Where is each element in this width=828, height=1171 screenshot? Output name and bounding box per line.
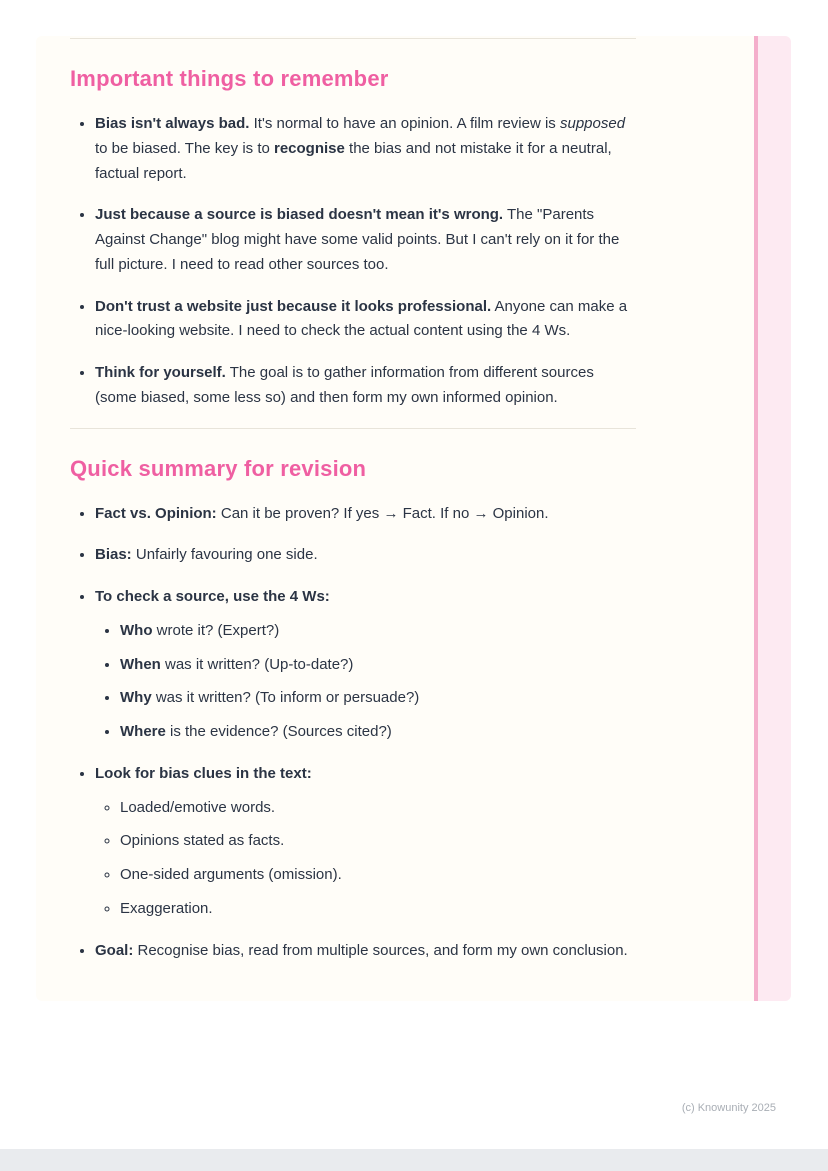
list-item (95, 762, 636, 922)
text-segment: Unfairly favouring one side. (131, 546, 318, 564)
list-item (95, 543, 636, 568)
list-item (95, 939, 636, 964)
text-segment: Recognise bias, read from multiple sources, and form my own conclusion. (133, 941, 628, 959)
sub-bullet-list (95, 619, 636, 745)
list-item (120, 619, 636, 644)
text-segment: to be biased. The key is to (95, 139, 274, 157)
text-segment: Anyone can make a nice-looking website. I need to check the actual content using the 4 Ws. (95, 297, 628, 340)
text-segment: Can it be proven? If yes → Fact. If no → Opinion. (216, 504, 549, 522)
list-item (95, 361, 636, 411)
footer-credit: (c) Knowunity 2025 (681, 1102, 776, 1114)
section-title: Important things to remember (70, 66, 389, 91)
bold-text: When (120, 655, 161, 673)
bold-text: Goal: (95, 941, 134, 959)
bold-text: Fact vs. Opinion: (95, 504, 217, 522)
text-segment: It's normal to have an opinion. A film review is (249, 115, 560, 132)
sub-bullet-list (95, 796, 636, 922)
bold-text: Don't trust a website just because it looks professional. (95, 297, 492, 315)
italic-text: supposed (559, 115, 626, 132)
list-item (95, 295, 636, 345)
section-title: Quick summary for revision (70, 455, 367, 481)
bold-text: Think for yourself. (95, 364, 226, 381)
section-divider (70, 38, 636, 39)
bold-text: Bias: (95, 546, 132, 564)
bold-text: recognise (274, 139, 345, 157)
text-segment: was it written? (To inform or persuade?) (151, 689, 420, 707)
bold-text: Look for bias clues in the text: (95, 764, 312, 782)
text-segment: was it written? (Up-to-date?) (160, 655, 354, 673)
list-item (120, 897, 636, 922)
page-edge-line (754, 36, 758, 1001)
list-item (120, 863, 636, 888)
bold-text: Just because a source is biased doesn't mean it's wrong. (95, 206, 504, 224)
bold-text: Who (120, 621, 153, 639)
list-item (120, 796, 636, 821)
text-segment: The goal is to gather information from different sources (some biased, some less so) and then form my own informed opinion. (95, 364, 594, 406)
bold-text: Where (120, 723, 166, 740)
list-item (120, 686, 636, 711)
page-bottom-edge (0, 1149, 828, 1171)
page-edge-stripe (754, 36, 791, 1001)
text-segment: the bias and not mistake it for a neutral, factual report. (95, 139, 612, 182)
text-segment: Opinions stated as facts. (120, 832, 285, 850)
list-item (95, 502, 636, 527)
section-divider (70, 428, 636, 429)
list-item (120, 720, 636, 745)
list-item (120, 653, 636, 678)
text-segment: wrote it? (Expert?) (152, 621, 280, 639)
text-segment: is the evidence? (Sources cited?) (165, 723, 392, 740)
bullet-list (70, 112, 636, 411)
text-segment: One-sided arguments (omission). (120, 866, 342, 883)
notes-card (36, 36, 791, 1001)
list-item (95, 203, 636, 277)
bullet-list (70, 502, 636, 964)
text-segment: The "Parents Against Change" blog might have some valid points. But I can't rely on it for the full picture. I need to read other sources too. (95, 206, 620, 273)
text-segment: Exaggeration. (120, 899, 213, 917)
bold-text: Bias isn't always bad. (95, 115, 250, 132)
bold-text: To check a source, use the 4 Ws: (95, 588, 330, 605)
notes-content (70, 38, 636, 980)
list-item (95, 112, 636, 186)
list-item (95, 585, 636, 745)
text-segment: Loaded/emotive words. (120, 798, 276, 816)
bold-text: Why (120, 689, 152, 707)
list-item (120, 829, 636, 854)
